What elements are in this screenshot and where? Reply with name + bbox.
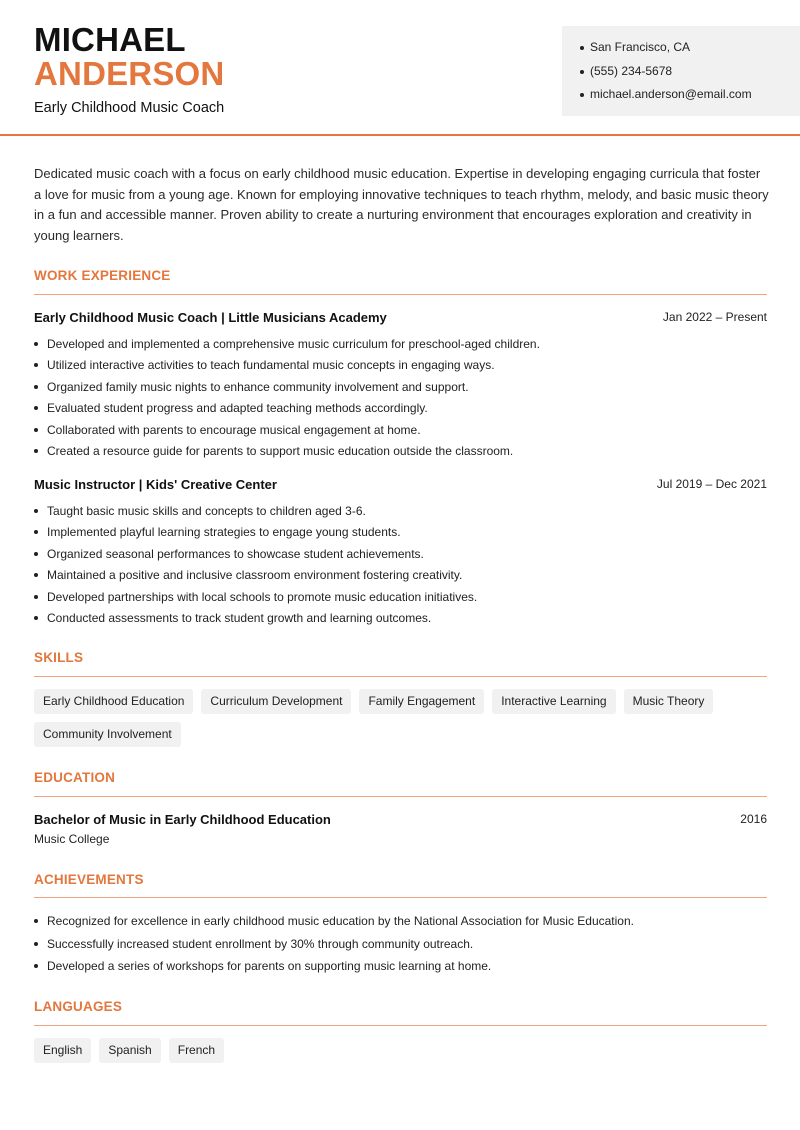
list-item: Utilized interactive activities to teach fundamental music concepts in engaging ways.	[34, 357, 767, 378]
contact-email: michael.anderson@email.com	[580, 87, 800, 111]
education-year: 2016	[740, 812, 767, 826]
section-divider	[34, 1025, 767, 1026]
language-chip: Spanish	[99, 1038, 160, 1063]
achievements-list	[34, 913, 767, 981]
language-chip: English	[34, 1038, 91, 1063]
list-item: Maintained a positive and inclusive classroom environment fostering creativity.	[34, 567, 767, 588]
job-header	[34, 477, 767, 492]
list-item: Successfully increased student enrollment by 30% through community outreach.	[34, 936, 767, 959]
skills-list	[34, 689, 774, 747]
section-title-languages: LANGUAGES	[34, 999, 123, 1014]
section-divider	[34, 796, 767, 797]
list-item: Created a resource guide for parents to support music education outside the classroom.	[34, 443, 767, 464]
list-item: Developed a series of workshops for parents on supporting music learning at home.	[34, 958, 767, 981]
section-title-work: WORK EXPERIENCE	[34, 268, 171, 283]
last-name: ANDERSON	[34, 55, 225, 92]
contact-phone: (555) 234-5678	[580, 64, 800, 88]
education-degree: Bachelor of Music in Early Childhood Education	[34, 812, 331, 827]
skill-chip: Early Childhood Education	[34, 689, 193, 714]
skill-chip: Community Involvement	[34, 722, 181, 747]
section-title-achievements: ACHIEVEMENTS	[34, 872, 144, 887]
education-school: Music College	[34, 832, 110, 846]
contact-box	[562, 26, 800, 116]
skill-chip: Interactive Learning	[492, 689, 615, 714]
list-item: Evaluated student progress and adapted teaching methods accordingly.	[34, 400, 767, 421]
section-title-education: EDUCATION	[34, 770, 116, 785]
language-chip: French	[169, 1038, 224, 1063]
job-title: Early Childhood Music Coach	[34, 100, 225, 116]
job-bullets	[34, 503, 767, 631]
resume-header	[0, 0, 800, 136]
list-item: Conducted assessments to track student growth and learning outcomes.	[34, 610, 767, 631]
section-divider	[34, 897, 767, 898]
job-role: Music Instructor | Kids' Creative Center	[34, 477, 277, 492]
list-item: Developed and implemented a comprehensive music curriculum for preschool-aged children.	[34, 336, 767, 357]
section-title-skills: SKILLS	[34, 650, 84, 665]
job-role: Early Childhood Music Coach | Little Musicians Academy	[34, 310, 387, 325]
job-bullets	[34, 336, 767, 464]
job-dates: Jan 2022 – Present	[662, 310, 767, 324]
job-dates: Jul 2019 – Dec 2021	[656, 477, 767, 491]
list-item: Organized seasonal performances to showcase student achievements.	[34, 546, 767, 567]
section-divider	[34, 294, 767, 295]
list-item: Developed partnerships with local schools to promote music education initiatives.	[34, 589, 767, 610]
list-item: Collaborated with parents to encourage musical engagement at home.	[34, 422, 767, 443]
list-item: Recognized for excellence in early childhood music education by the National Association for Music Education.	[34, 913, 767, 936]
job-header	[34, 310, 767, 325]
contact-location: San Francisco, CA	[580, 40, 800, 64]
list-item: Organized family music nights to enhance community involvement and support.	[34, 379, 767, 400]
skill-chip: Family Engagement	[359, 689, 484, 714]
list-item: Taught basic music skills and concepts to children aged 3-6.	[34, 503, 767, 524]
first-name: MICHAEL	[34, 21, 186, 58]
section-divider	[34, 676, 767, 677]
skill-chip: Music Theory	[624, 689, 714, 714]
summary-text: Dedicated music coach with a focus on early childhood music education. Expertise in developing engaging curricula that foster a love for music from a young age. Known for employing innovative techniques to teach rhythm, melody, and basic music theory in a fun and accessible manner. Proven ability to create a nurturing environment that encourages exploration and creativity in young learners.	[34, 166, 769, 243]
languages-list	[34, 1038, 774, 1063]
list-item: Implemented playful learning strategies to engage young students.	[34, 524, 767, 545]
skill-chip: Curriculum Development	[201, 689, 351, 714]
